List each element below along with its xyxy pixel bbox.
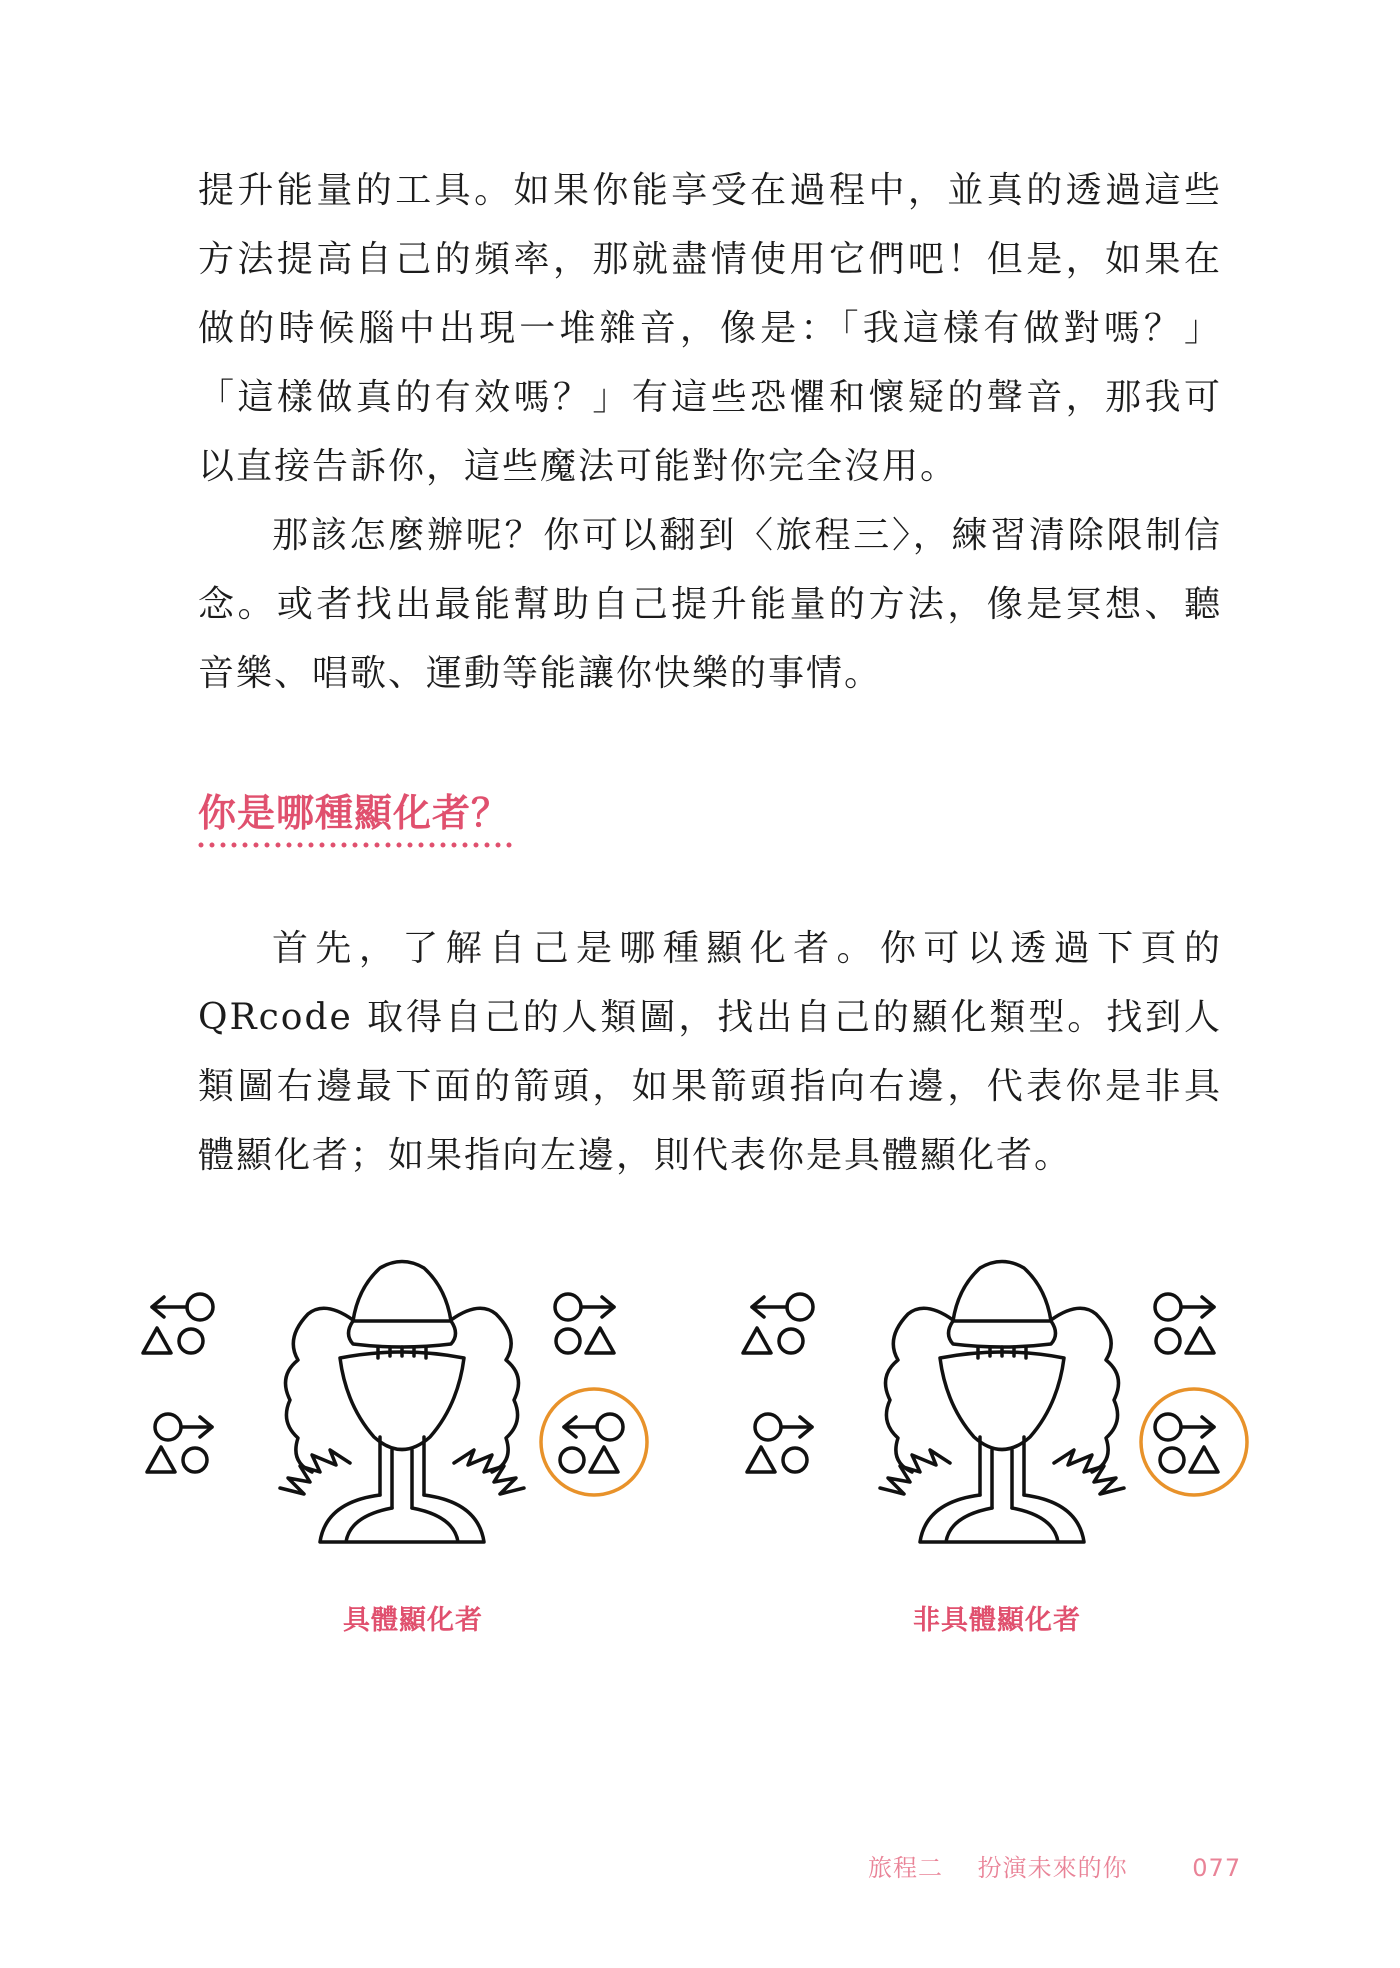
shapes-bottom-right-icon: [560, 1447, 618, 1472]
arrow-bottom-right-icon: [564, 1414, 623, 1440]
chart-right-zigzag: [1054, 1450, 1124, 1494]
chart-left-zigzag: [280, 1450, 350, 1494]
footer-chapter: 旅程二: [868, 1854, 943, 1882]
chart-head: [953, 1262, 1051, 1322]
chart-cloud-body: [286, 1308, 519, 1472]
human-design-chart-left: [140, 1250, 700, 1570]
caption-right: 非具體顯化者: [913, 1605, 1081, 1636]
highlight-circle: [541, 1389, 647, 1495]
arrow-top-right-icon: [555, 1294, 614, 1320]
chart-head-band: [349, 1321, 456, 1347]
chart-base: [920, 1495, 1084, 1542]
body-paragraph-2: 那該怎麼辦呢？你可以翻到〈旅程三〉，練習清除限制信念。或者找出最能幫助自己提升能量的方法，像是冥想、聽音樂、唱歌、運動等能讓你快樂的事情。: [198, 515, 1222, 694]
arrow-bottom-left-icon: [755, 1414, 812, 1440]
shapes-bottom-left-icon: [147, 1447, 207, 1472]
body-paragraph-3: 首先，了解自己是哪種顯化者。你可以透過下頁的 QRcode 取得自己的人類圖，找出自己的顯化類型。找到人類圖右邊最下面的箭頭，如果箭頭指向右邊，代表你是非具體顯化者；如果指向左邊，則代表你是具體顯化者。: [198, 928, 1222, 1176]
arrow-top-left-icon: [752, 1294, 813, 1320]
chart-base: [320, 1495, 484, 1542]
arrow-top-left-icon: [152, 1294, 213, 1320]
footer-section: 扮演未來的你: [977, 1854, 1128, 1882]
arrow-top-right-icon: [1155, 1294, 1214, 1320]
chart-head-band: [949, 1321, 1056, 1347]
body-paragraph-1: 提升能量的工具。如果你能享受在過程中，並真的透過這些方法提高自己的頻率，那就盡情使用它們吧！但是，如果在做的時候腦中出現一堆雜音，像是：「我這樣有做對嗎？」「這樣做真的有效嗎？」有這些恐懼和懷疑的聲音，那我可以直接告訴你，這些魔法可能對你完全沒用。: [198, 170, 1222, 487]
heading-dotted-underline: [198, 840, 523, 850]
page-number: 077: [1192, 1854, 1242, 1882]
highlight-circle: [1141, 1389, 1247, 1495]
arrow-bottom-right-icon: [1155, 1414, 1214, 1440]
shapes-bottom-right-icon: [1160, 1447, 1218, 1472]
caption-left: 具體顯化者: [343, 1605, 483, 1636]
shapes-top-left-icon: [743, 1328, 803, 1353]
shapes-top-right-icon: [556, 1328, 614, 1353]
chart-face: [940, 1352, 1064, 1450]
shapes-bottom-left-icon: [747, 1447, 807, 1472]
chart-right-zigzag: [454, 1450, 524, 1494]
page-footer: [868, 1848, 1241, 1883]
chart-left-zigzag: [880, 1450, 950, 1494]
human-design-chart-right: [740, 1250, 1300, 1570]
section-heading: 你是哪種顯化者？: [198, 791, 511, 835]
chart-head: [353, 1262, 451, 1322]
chart-cloud-body: [886, 1308, 1119, 1472]
shapes-top-left-icon: [143, 1328, 203, 1353]
chart-face: [340, 1352, 464, 1450]
arrow-bottom-left-icon: [155, 1414, 212, 1440]
shapes-top-right-icon: [1156, 1328, 1214, 1353]
